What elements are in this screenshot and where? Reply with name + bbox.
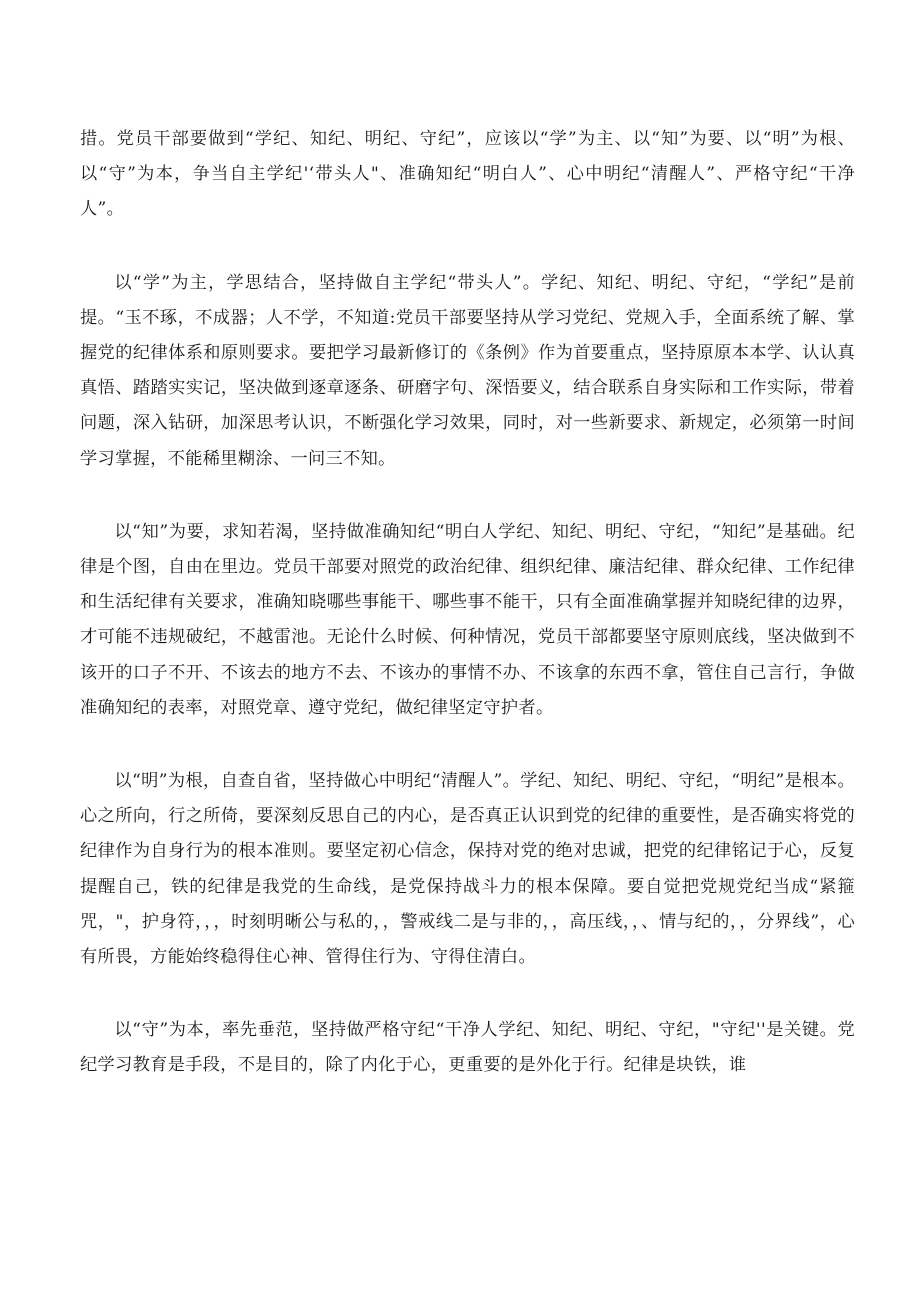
paragraph-3: 以“知”为要，求知若渴，坚持做准确知纪“明白人学纪、知纪、明纪、守纪，“知纪”是基础。纪律是个图，自由在里边。党员干部要对照党的政治纪律、组织纪律、廉洁纪律、群众纪律、工作纪律和生活纪律有关要求，准确知晓哪些事能干、哪些事不能干，只有全面准确掌握并知晓纪律的边界，才可能不违规破纪，不越雷池。无论什么时候、何种情况，党员干部都要坚守原则底线，坚决做到不该开的口子不开、不该去的地方不去、不该办的事情不办、不该拿的东西不拿，管住自己言行，争做准确知纪的表率，对照党章、遵守党纪，做纪律坚定守护者。 — [80, 521, 855, 718]
document-body — [80, 122, 855, 1084]
paragraph-4: 以“明”为根，自查自省，坚持做心中明纪“清醒人”。学纪、知纪、明纪、守纪，“明纪”是根本。心之所向，行之所倚，要深刻反思自己的内心，是否真正认识到党的纪律的重要性，是否确实将党的纪律作为自身行为的根本准则。要坚定初心信念，保持对党的绝对忠诚，把党的纪律铭记于心，反复提醒自己，铁的纪律是我党的生命线，是党保持战斗力的根本保障。要自觉把党规党纪当成“紧箍咒，"，护身符，，，时刻明晰公与私的，，警戒线二是与非的，，高压线，，、情与纪的，，分界线”，心有所畏，方能始终稳得住心神、管得住行为、守得住清白。 — [80, 771, 855, 968]
paragraph-5: 以“守”为本，率先垂范，坚持做严格守纪“干净人学纪、知纪、明纪、守纪，"守纪''是关键。党纪学习教育是手段，不是目的，除了内化于心，更重要的是外化于行。纪律是块铁，谁 — [80, 1020, 855, 1076]
paragraph-1: 措。党员干部要做到“学纪、知纪、明纪、守纪”，应该以“学”为主、以“知”为要、以“明”为根、以“守”为本，争当自主学纪'‘带头人"、准确知纪“明白人”、心中明纪“清醒人”、严格守纪“干净人”。 — [80, 129, 855, 220]
paragraph-2: 以“学”为主，学思结合，坚持做自主学纪“带头人”。学纪、知纪、明纪、守纪，“学纪”是前提。“玉不琢，不成器；人不学，不知道:党员干部要坚持从学习党纪、党规入手，全面系统了解、掌握党的纪律体系和原则要求。要把学习最新修订的《条例》作为首要重点，坚持原原本本学、认认真真悟、踏踏实实记，坚决做到逐章逐条、研磨字句、深悟要义，结合联系自身实际和工作实际，带着问题，深入钻研，加深思考认识，不断强化学习效果，同时，对一些新要求、新规定，必须第一时间学习掌握，不能稀里糊涂、一问三不知。 — [80, 272, 855, 469]
